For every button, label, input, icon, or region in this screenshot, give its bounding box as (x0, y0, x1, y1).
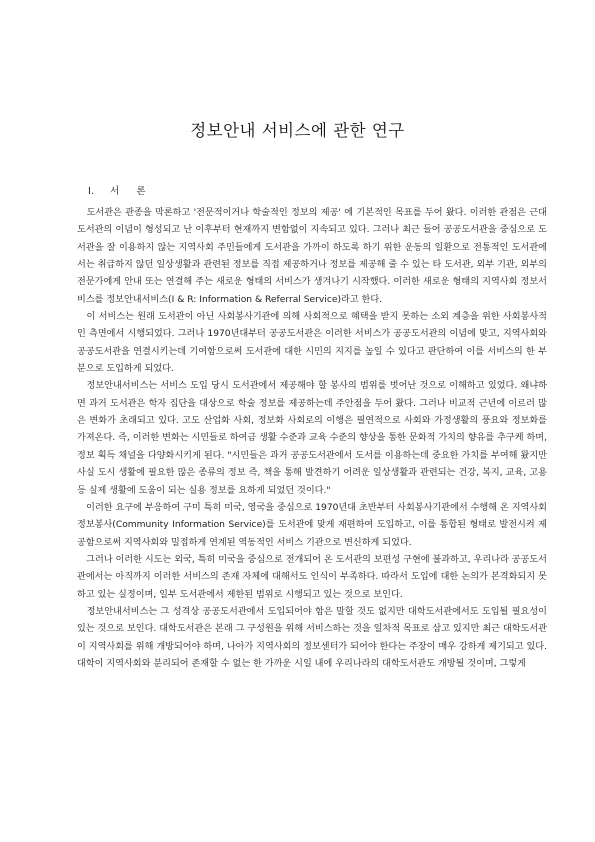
body-text (77, 205, 547, 673)
section-heading-text: 서 론 (110, 186, 153, 197)
paragraph: 이 서비스는 원래 도서관이 아닌 사회봉사기관에 의해 사회적으로 혜택을 받지 못하는 소외 계층을 위한 사회봉사적인 측면에서 시행되었다. 그러나 1970년대부터 공공도서관은 이러한 서비스가 공공도서관의 이념에 맞고, 지역사회와 공공도서관을 연결시키는데 기여함으로써 도서관에 대한 시민의 지지를 높일 수 있다고 판단하여 이를 서비스의 한 부분으로 도입하게 되었다. (77, 312, 547, 375)
paragraph: 정보안내서비스는 서비스 도입 당시 도서관에서 제공해야 할 봉사의 범위를 벗어난 것으로 이해하고 있었다. 왜냐하면 과거 도서관은 학자 집단을 대상으로 학술 정보를 제공하는데 주안점을 두어 왔다. 그러나 비교적 근년에 이르러 많은 변화가 초래되고 있다. 고도 산업화 사회, 정보화 사회로의 이행은 필연적으로 사회와 가정생활의 풍요와 정보화를 가져온다. 즉, 이러한 변화는 시민들로 하여금 생활 수준과 교육 수준의 향상을 통한 문화적 가치의 향유를 추구케 하며, 정보 획득 채널을 다양화시키게 된다. "시민들은 과거 공공도서관에서 도서를 이용하는데 중요한 가치를 부여해 왔지만 사실 도시 생활에 필요한 많은 종류의 정보 즉, 책을 통해 발견하기 어려운 일상생활과 관련되는 건강, 복지, 교육, 고용 등 실제 생활에 도움이 되는 실용 정보를 요하게 되었던 것이다." (77, 381, 547, 496)
section-heading (88, 183, 153, 197)
page-title: 정보안내 서비스에 관한 연구 (190, 121, 405, 140)
paragraph: 이러한 요구에 부응하여 구미 특히 미국, 영국을 중심으로 1970년대 초반부터 사회봉사기관에서 수행해 온 지역사회정보봉사(Community Information Service)를 도서관에 맞게 재편하여 도입하고, 이를 통합된 형태로 발전시켜 제공함으로써 지역사회와 밀접하게 연계된 역동적인 서비스 기관으로 변신하게 되었다. (77, 502, 547, 548)
section-number: Ⅰ. (88, 186, 94, 197)
paragraph: 정보안내서비스는 그 성격상 공공도서관에서 도입되어야 함은 말할 것도 없지만 대학도서관에서도 도입될 필요성이 있는 것으로 보인다. 대학도서관은 본래 그 구성원을 위해 서비스하는 것을 일차적 목표로 삼고 있지만 최근 대학도서관이 지역사회를 위해 개방되어야 하며, 나아가 지역사회의 정보센터가 되어야 한다는 주장이 매우 강하게 제기되고 있다. 대학이 지역사회와 분리되어 존재할 수 없는 한 가까운 시일 내에 우리나라의 대학도서관도 개방될 것이며, 그렇게 (77, 606, 547, 669)
paragraph: 그러나 이러한 시도는 외국, 특히 미국을 중심으로 전개되어 온 도서관의 보편성 구현에 불과하고, 우리나라 공공도서관에서는 아직까지 이러한 서비스의 존재 자체에 대해서도 인식이 부족하다. 따라서 도입에 대한 논의가 본격화되지 못하고 있는 실정이며, 일부 도서관에서 제한된 범위로 시행되고 있는 것으로 보인다. (77, 554, 547, 600)
paragraph: 도서관은 관종을 막론하고 '전문적이거나 학술적인 정보의 제공' 에 기본적인 목표를 두어 왔다. 이러한 관점은 근대 도서관의 이념이 형성되고 난 이후부터 현재까지 변함없이 지속되고 있다. 그러나 최근 들어 공공도서관을 중심으로 도서관을 잘 이용하지 않는 지역사회 주민들에게 도서관을 가까이 하도록 하기 위한 운동의 일환으로 전통적인 도서관에서는 취급하지 않던 일상생활과 관련된 정보를 직접 제공하거나 정보를 제공해 줄 수 있는 타 도서관, 외부 기관, 외부의 전문가에게 안내 또는 연결해 주는 새로운 형태의 서비스가 생겨나기 시작했다. 이러한 새로운 형태의 지역사회 정보서비스를 정보안내서비스(I & R: Information & Referral Service)라고 한다. (77, 208, 547, 305)
